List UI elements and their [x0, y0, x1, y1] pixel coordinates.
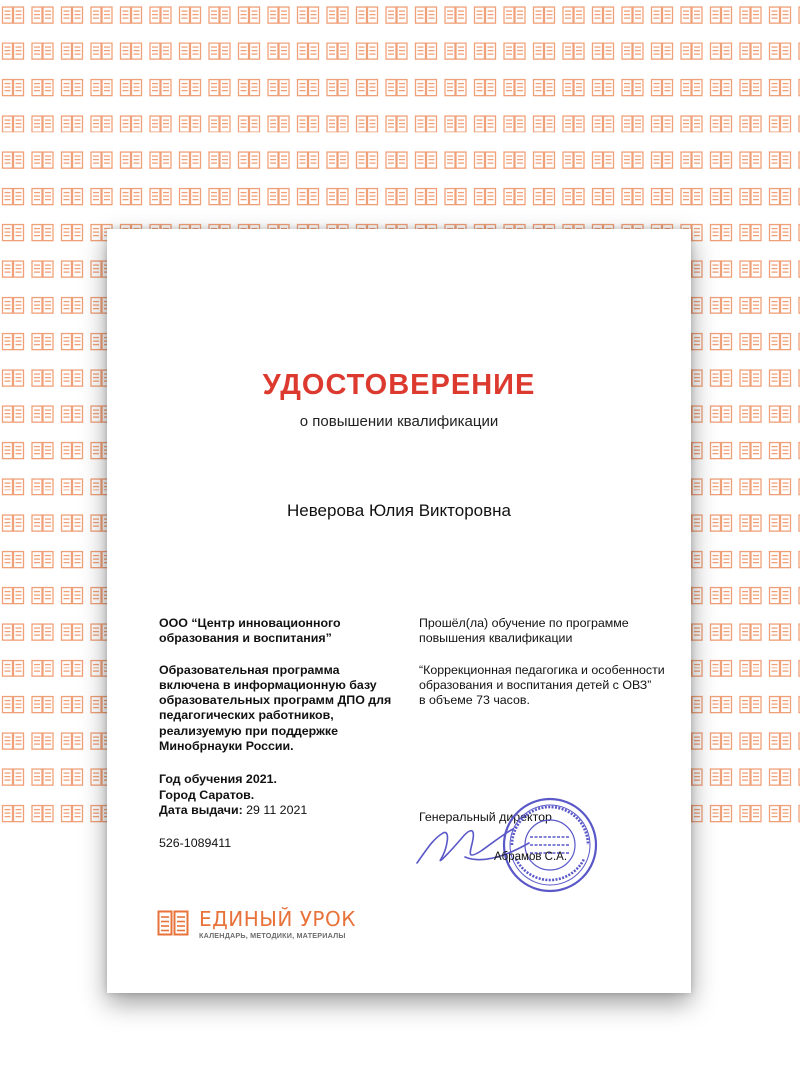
issue-meta — [159, 772, 399, 818]
hours-text: в объеме 73 часов. — [419, 693, 530, 708]
completed-text: Прошёл(ла) обучение по программе повышения квалификации — [419, 616, 629, 646]
program-note: Образовательная программа включена в информационную базу образовательных программ ДПО для педагогических работников, реализуемую при поддержке Минобрнауки России. — [159, 662, 392, 754]
brand-name: ЕДИНЫЙ УРОК — [199, 907, 356, 931]
certificate-number: 526-1089411 — [159, 836, 232, 851]
brand-tagline: КАЛЕНДАРЬ, МЕТОДИКИ, МАТЕРИАЛЫ — [199, 931, 346, 940]
certificate-sheet — [107, 229, 691, 993]
left-column — [159, 616, 399, 852]
director-name: Абрамов С.А. — [494, 851, 568, 863]
signature-icon — [409, 813, 539, 873]
course-name: “Коррекционная педагогика и особенности образования и воспитания детей с ОВЗ” — [419, 662, 665, 692]
certificate-title: УДОСТОВЕРЕНИЕ — [262, 369, 536, 401]
organization-name: ООО “Центр инновационного образования и воспитания” — [159, 616, 341, 646]
city: Город Саратов. — [159, 787, 255, 802]
issue-date: 29 11 2021 — [246, 802, 308, 817]
certificate-subtitle: о повышении квалификации — [299, 413, 499, 430]
right-column — [419, 616, 669, 724]
issue-date-label: Дата выдачи: — [159, 802, 243, 817]
brand-logo — [157, 907, 417, 943]
recipient-name: Неверова Юлия Викторовна — [286, 501, 511, 520]
director-label: Генеральный директор — [419, 810, 552, 824]
book-icon — [157, 909, 189, 937]
study-year: Год обучения 2021. — [159, 772, 277, 787]
